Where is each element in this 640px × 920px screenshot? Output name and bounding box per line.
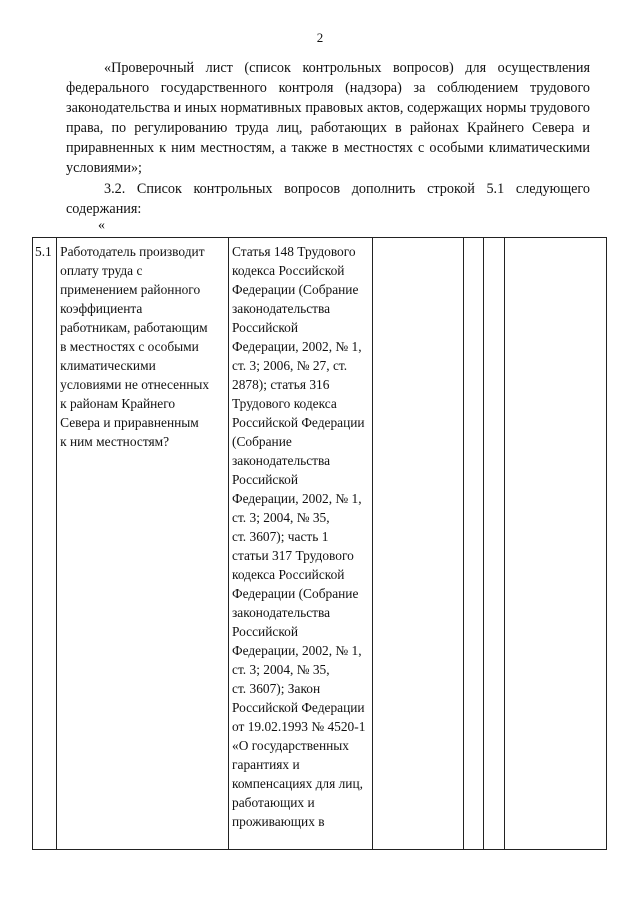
notes-cell — [505, 238, 607, 850]
table-row — [33, 238, 607, 850]
intro-paragraph-1: «Проверочный лист (список контрольных вопросов) для осуществления федерального государственного контроля (надзора) за соблюдением трудового законодательства и иных нормативных правовых актов, содержащих нормы трудового права, по регулированию труда лиц, работающих в районах Крайнего Севера и приравненных к ним местностям, а также в местностях с особыми климатическими условиями»; — [66, 60, 590, 176]
checklist-table — [32, 237, 607, 850]
answer-cell-no — [464, 238, 484, 850]
opening-quote-mark: « — [98, 218, 105, 233]
answer-cell-na — [484, 238, 505, 850]
row-number-cell — [33, 238, 57, 850]
question-cell — [57, 238, 229, 850]
reference-cell — [229, 238, 373, 850]
intro-paragraph-2: 3.2. Список контрольных вопросов дополнить строкой 5.1 следующего содержания: — [66, 181, 590, 217]
reference-text: Статья 148 Трудового кодекса Российской Федерации (Собрание законодательства Российской Федерации, 2002, № 1, ст. 3; 2006, № 27, ст. 2878); статья 316 Трудового кодекса Российской Федерации (Собрание законодательства Российской Федерации, 2002, № 1, ст. 3; 2004, № 35, ст. 3607); часть 1 статьи 317 Трудового кодекса Российской Федерации (Собрание законодательства Российской Федерации, 2002, № 1, ст. 3; 2004, № 35, ст. 3607); Закон Российской Федерации от 19.02.1993 № 4520-1 «О государственных гарантиях и компенсациях для лиц, работающих и проживающих в — [232, 244, 366, 829]
page-number: 2 — [316, 30, 324, 45]
row-number: 5.1 — [35, 244, 52, 259]
intro-text — [66, 58, 590, 219]
answer-cell-yes — [372, 238, 463, 850]
question-text: Работодатель производит оплату труда с применением районного коэффициента работникам, работающим в местностях с особыми климатическими условиями не отнесенных к районам Крайнего Севера и приравненным к ним местностям? — [60, 244, 210, 449]
